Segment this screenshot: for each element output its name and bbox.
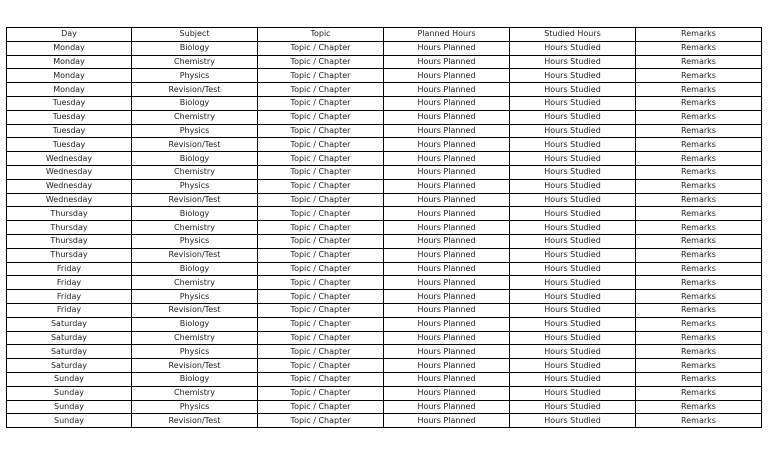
cell-planned-hours: Hours Planned xyxy=(384,165,510,179)
cell-topic: Topic / Chapter xyxy=(258,41,384,55)
cell-subject: Revision/Test xyxy=(132,83,258,97)
cell-remarks: Remarks xyxy=(636,234,762,248)
cell-topic: Topic / Chapter xyxy=(258,317,384,331)
cell-remarks: Remarks xyxy=(636,110,762,124)
table-row xyxy=(7,55,762,69)
table-row xyxy=(7,400,762,414)
cell-studied-hours: Hours Studied xyxy=(510,124,636,138)
cell-remarks: Remarks xyxy=(636,414,762,428)
cell-studied-hours: Hours Studied xyxy=(510,207,636,221)
table-row xyxy=(7,179,762,193)
cell-subject: Biology xyxy=(132,207,258,221)
table-row xyxy=(7,96,762,110)
cell-studied-hours: Hours Studied xyxy=(510,41,636,55)
table-row xyxy=(7,290,762,304)
cell-planned-hours: Hours Planned xyxy=(384,331,510,345)
cell-day: Monday xyxy=(7,83,132,97)
cell-subject: Revision/Test xyxy=(132,248,258,262)
cell-day: Friday xyxy=(7,290,132,304)
cell-planned-hours: Hours Planned xyxy=(384,276,510,290)
cell-planned-hours: Hours Planned xyxy=(384,345,510,359)
cell-remarks: Remarks xyxy=(636,83,762,97)
cell-studied-hours: Hours Studied xyxy=(510,414,636,428)
cell-planned-hours: Hours Planned xyxy=(384,317,510,331)
cell-planned-hours: Hours Planned xyxy=(384,290,510,304)
cell-day: Friday xyxy=(7,303,132,317)
cell-planned-hours: Hours Planned xyxy=(384,179,510,193)
cell-remarks: Remarks xyxy=(636,96,762,110)
cell-subject: Chemistry xyxy=(132,276,258,290)
cell-topic: Topic / Chapter xyxy=(258,372,384,386)
cell-remarks: Remarks xyxy=(636,262,762,276)
cell-topic: Topic / Chapter xyxy=(258,386,384,400)
cell-studied-hours: Hours Studied xyxy=(510,317,636,331)
cell-day: Friday xyxy=(7,276,132,290)
cell-planned-hours: Hours Planned xyxy=(384,234,510,248)
table-row xyxy=(7,345,762,359)
cell-topic: Topic / Chapter xyxy=(258,234,384,248)
cell-day: Thursday xyxy=(7,234,132,248)
cell-planned-hours: Hours Planned xyxy=(384,372,510,386)
cell-studied-hours: Hours Studied xyxy=(510,193,636,207)
header-row xyxy=(7,28,762,42)
cell-topic: Topic / Chapter xyxy=(258,414,384,428)
cell-topic: Topic / Chapter xyxy=(258,96,384,110)
study-schedule-table xyxy=(6,27,762,428)
cell-subject: Physics xyxy=(132,345,258,359)
cell-topic: Topic / Chapter xyxy=(258,262,384,276)
cell-topic: Topic / Chapter xyxy=(258,124,384,138)
cell-studied-hours: Hours Studied xyxy=(510,290,636,304)
cell-subject: Physics xyxy=(132,124,258,138)
cell-remarks: Remarks xyxy=(636,331,762,345)
cell-day: Wednesday xyxy=(7,179,132,193)
cell-topic: Topic / Chapter xyxy=(258,359,384,373)
cell-subject: Biology xyxy=(132,152,258,166)
table-row xyxy=(7,386,762,400)
cell-subject: Physics xyxy=(132,69,258,83)
table-row xyxy=(7,69,762,83)
cell-topic: Topic / Chapter xyxy=(258,193,384,207)
cell-day: Sunday xyxy=(7,414,132,428)
cell-subject: Biology xyxy=(132,372,258,386)
cell-planned-hours: Hours Planned xyxy=(384,303,510,317)
cell-remarks: Remarks xyxy=(636,69,762,83)
cell-day: Saturday xyxy=(7,345,132,359)
cell-day: Friday xyxy=(7,262,132,276)
cell-topic: Topic / Chapter xyxy=(258,165,384,179)
table-row xyxy=(7,303,762,317)
cell-topic: Topic / Chapter xyxy=(258,83,384,97)
cell-topic: Topic / Chapter xyxy=(258,179,384,193)
cell-studied-hours: Hours Studied xyxy=(510,262,636,276)
cell-subject: Physics xyxy=(132,290,258,304)
cell-studied-hours: Hours Studied xyxy=(510,276,636,290)
cell-planned-hours: Hours Planned xyxy=(384,386,510,400)
cell-subject: Biology xyxy=(132,96,258,110)
cell-subject: Revision/Test xyxy=(132,414,258,428)
cell-studied-hours: Hours Studied xyxy=(510,96,636,110)
table-row xyxy=(7,372,762,386)
cell-subject: Physics xyxy=(132,400,258,414)
table-row xyxy=(7,124,762,138)
cell-remarks: Remarks xyxy=(636,55,762,69)
cell-studied-hours: Hours Studied xyxy=(510,69,636,83)
cell-studied-hours: Hours Studied xyxy=(510,152,636,166)
table-row xyxy=(7,331,762,345)
cell-topic: Topic / Chapter xyxy=(258,69,384,83)
table-row xyxy=(7,262,762,276)
cell-day: Thursday xyxy=(7,207,132,221)
cell-day: Wednesday xyxy=(7,165,132,179)
cell-planned-hours: Hours Planned xyxy=(384,207,510,221)
cell-studied-hours: Hours Studied xyxy=(510,345,636,359)
table-row xyxy=(7,234,762,248)
header-day: Day xyxy=(7,28,132,42)
cell-remarks: Remarks xyxy=(636,372,762,386)
cell-subject: Biology xyxy=(132,262,258,276)
cell-day: Wednesday xyxy=(7,152,132,166)
cell-day: Sunday xyxy=(7,386,132,400)
cell-planned-hours: Hours Planned xyxy=(384,400,510,414)
cell-topic: Topic / Chapter xyxy=(258,138,384,152)
cell-studied-hours: Hours Studied xyxy=(510,165,636,179)
table-row xyxy=(7,207,762,221)
cell-planned-hours: Hours Planned xyxy=(384,83,510,97)
cell-subject: Chemistry xyxy=(132,110,258,124)
cell-topic: Topic / Chapter xyxy=(258,331,384,345)
cell-topic: Topic / Chapter xyxy=(258,152,384,166)
cell-planned-hours: Hours Planned xyxy=(384,69,510,83)
header-studied-hours: Studied Hours xyxy=(510,28,636,42)
cell-topic: Topic / Chapter xyxy=(258,290,384,304)
cell-remarks: Remarks xyxy=(636,248,762,262)
cell-remarks: Remarks xyxy=(636,124,762,138)
cell-remarks: Remarks xyxy=(636,303,762,317)
cell-day: Sunday xyxy=(7,372,132,386)
cell-subject: Biology xyxy=(132,41,258,55)
cell-studied-hours: Hours Studied xyxy=(510,110,636,124)
cell-studied-hours: Hours Studied xyxy=(510,400,636,414)
cell-studied-hours: Hours Studied xyxy=(510,372,636,386)
cell-day: Monday xyxy=(7,69,132,83)
cell-day: Thursday xyxy=(7,248,132,262)
table-row xyxy=(7,317,762,331)
cell-day: Saturday xyxy=(7,359,132,373)
cell-planned-hours: Hours Planned xyxy=(384,110,510,124)
table-body xyxy=(7,41,762,427)
cell-remarks: Remarks xyxy=(636,138,762,152)
cell-remarks: Remarks xyxy=(636,386,762,400)
cell-studied-hours: Hours Studied xyxy=(510,386,636,400)
cell-remarks: Remarks xyxy=(636,290,762,304)
cell-remarks: Remarks xyxy=(636,400,762,414)
table-row xyxy=(7,221,762,235)
cell-day: Saturday xyxy=(7,317,132,331)
cell-topic: Topic / Chapter xyxy=(258,207,384,221)
cell-remarks: Remarks xyxy=(636,359,762,373)
table-row xyxy=(7,414,762,428)
table-row xyxy=(7,193,762,207)
cell-studied-hours: Hours Studied xyxy=(510,234,636,248)
cell-day: Wednesday xyxy=(7,193,132,207)
cell-day: Sunday xyxy=(7,400,132,414)
cell-subject: Chemistry xyxy=(132,165,258,179)
table-row xyxy=(7,165,762,179)
cell-planned-hours: Hours Planned xyxy=(384,414,510,428)
header-topic: Topic xyxy=(258,28,384,42)
cell-planned-hours: Hours Planned xyxy=(384,152,510,166)
table-row xyxy=(7,248,762,262)
cell-studied-hours: Hours Studied xyxy=(510,331,636,345)
cell-studied-hours: Hours Studied xyxy=(510,83,636,97)
cell-topic: Topic / Chapter xyxy=(258,55,384,69)
table-row xyxy=(7,83,762,97)
cell-topic: Topic / Chapter xyxy=(258,276,384,290)
cell-subject: Chemistry xyxy=(132,55,258,69)
header-planned-hours: Planned Hours xyxy=(384,28,510,42)
cell-subject: Chemistry xyxy=(132,386,258,400)
cell-topic: Topic / Chapter xyxy=(258,345,384,359)
cell-studied-hours: Hours Studied xyxy=(510,138,636,152)
cell-remarks: Remarks xyxy=(636,345,762,359)
cell-day: Thursday xyxy=(7,221,132,235)
cell-subject: Revision/Test xyxy=(132,193,258,207)
cell-remarks: Remarks xyxy=(636,179,762,193)
header-remarks: Remarks xyxy=(636,28,762,42)
study-schedule-sheet xyxy=(6,27,761,428)
table-row xyxy=(7,276,762,290)
cell-planned-hours: Hours Planned xyxy=(384,124,510,138)
cell-remarks: Remarks xyxy=(636,193,762,207)
cell-remarks: Remarks xyxy=(636,317,762,331)
cell-day: Monday xyxy=(7,41,132,55)
cell-planned-hours: Hours Planned xyxy=(384,359,510,373)
cell-remarks: Remarks xyxy=(636,41,762,55)
cell-remarks: Remarks xyxy=(636,152,762,166)
cell-planned-hours: Hours Planned xyxy=(384,96,510,110)
header-subject: Subject xyxy=(132,28,258,42)
cell-studied-hours: Hours Studied xyxy=(510,303,636,317)
cell-studied-hours: Hours Studied xyxy=(510,55,636,69)
cell-remarks: Remarks xyxy=(636,207,762,221)
cell-topic: Topic / Chapter xyxy=(258,110,384,124)
cell-day: Saturday xyxy=(7,331,132,345)
cell-studied-hours: Hours Studied xyxy=(510,221,636,235)
cell-topic: Topic / Chapter xyxy=(258,400,384,414)
cell-day: Tuesday xyxy=(7,138,132,152)
cell-subject: Physics xyxy=(132,234,258,248)
cell-planned-hours: Hours Planned xyxy=(384,138,510,152)
cell-subject: Revision/Test xyxy=(132,303,258,317)
cell-topic: Topic / Chapter xyxy=(258,221,384,235)
cell-subject: Physics xyxy=(132,179,258,193)
cell-planned-hours: Hours Planned xyxy=(384,193,510,207)
table-row xyxy=(7,110,762,124)
cell-remarks: Remarks xyxy=(636,276,762,290)
cell-planned-hours: Hours Planned xyxy=(384,248,510,262)
table-row xyxy=(7,359,762,373)
table-row xyxy=(7,152,762,166)
cell-planned-hours: Hours Planned xyxy=(384,221,510,235)
cell-day: Tuesday xyxy=(7,110,132,124)
cell-subject: Biology xyxy=(132,317,258,331)
table-row xyxy=(7,41,762,55)
cell-day: Tuesday xyxy=(7,96,132,110)
cell-subject: Chemistry xyxy=(132,331,258,345)
cell-studied-hours: Hours Studied xyxy=(510,248,636,262)
cell-studied-hours: Hours Studied xyxy=(510,179,636,193)
cell-planned-hours: Hours Planned xyxy=(384,262,510,276)
cell-remarks: Remarks xyxy=(636,221,762,235)
table-row xyxy=(7,138,762,152)
cell-day: Monday xyxy=(7,55,132,69)
cell-subject: Revision/Test xyxy=(132,138,258,152)
cell-topic: Topic / Chapter xyxy=(258,248,384,262)
cell-planned-hours: Hours Planned xyxy=(384,41,510,55)
cell-topic: Topic / Chapter xyxy=(258,303,384,317)
cell-day: Tuesday xyxy=(7,124,132,138)
cell-remarks: Remarks xyxy=(636,165,762,179)
cell-subject: Revision/Test xyxy=(132,359,258,373)
cell-subject: Chemistry xyxy=(132,221,258,235)
cell-planned-hours: Hours Planned xyxy=(384,55,510,69)
cell-studied-hours: Hours Studied xyxy=(510,359,636,373)
